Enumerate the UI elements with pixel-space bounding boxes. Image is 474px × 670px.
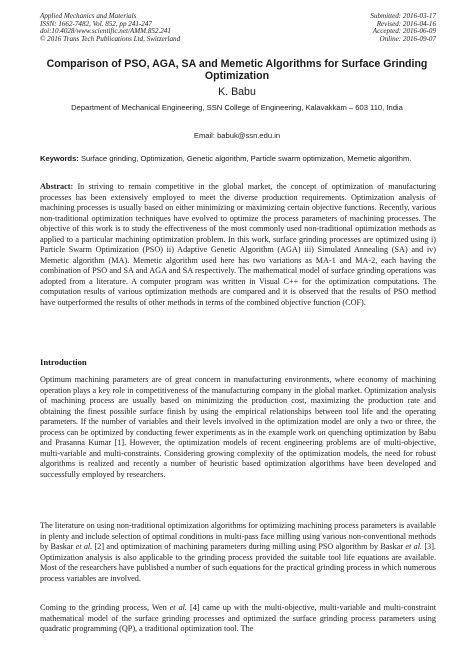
paragraph-text: [4] came up with the multi-objective, multi-variable and multi-constraint mathematical model of the surface grinding processes and optimized the surface grinding process parameters using quadratic programming (QP), a traditional optimization tool. The — [40, 603, 436, 634]
et-al-citation: et al. — [405, 542, 423, 552]
keywords-text: Surface grinding, Optimization, Genetic algorithm, Particle swarm optimization, Memetic algorithm. — [80, 154, 412, 163]
author-name: K. Babu — [218, 86, 256, 98]
paragraph-text: The literature on using non-traditional optimization algorithms for optimizing machining process parameters is available in plenty and include selection of optimal conditions in multi-pass face milling using various non-conventional methods by Baskar — [40, 521, 436, 552]
keywords-block — [40, 153, 436, 164]
paper-title: Comparison of PSO, AGA, SA and Memetic Algorithms for Surface Grinding Optimization — [46, 58, 428, 83]
et-al-citation: et al. — [169, 603, 187, 612]
paragraph-text: Coming to the grinding process, Wen — [40, 603, 170, 612]
journal-name: Applied Mechanics and Materials — [40, 12, 137, 20]
abstract-text: In striving to remain competitive in the global market, the concept of optimization of manufacturing processes has been extensively employed to meet the diverse production requirements. Optimization analysis of machining processes is usually based on either minimizing or maximizing certain objective functions. Recently, various non-traditional optimization techniques have evolved to optimize the process parameters of machining processes. The objective of this work is to study the effectiveness of the most commonly used non-traditional optimization methods as applied to a particular machining optimization problem. In this work, surface grinding processes are optimized using i) Particle Swarm Optimization (PSO) ii) Adaptive Genetic Algorithm (AGA) iii) Simulated Annealing (SA) and iv) Memetic algorithm (MA). Memetic algorithm used here has two variations as MA-1 and MA-2, each having the combination of PSO and SA and AGA and SA respectively. The mathematical model of surface grinding operations was adopted from a literature. A computer program was written in Visual C++ for the optimization computations. The computation results of various optimization methods are compared and it is observed that the results of PSO method have outperformed the results of other methods in terms of the combined objective function (COF). — [40, 182, 437, 308]
journal-info — [40, 13, 180, 44]
paragraph-text: [3]. Optimization analysis is also applicable to the grinding process provided the suitable tool life equations are available. Most of the researchers have published a number of such equations for the practical grinding process in which numerous process variables are involved. — [40, 542, 436, 583]
journal-copyright: © 2016 Trans Tech Publications Ltd, Switzerland — [40, 35, 181, 44]
author-email: Email: babuk@ssn.edu.in — [193, 131, 281, 140]
abstract-label: Abstract: — [40, 182, 74, 191]
date-revised: Revised: 2016-04-16 — [376, 19, 436, 28]
keywords-label: Keywords: — [40, 154, 79, 163]
date-online: Online: 2016-09-07 — [379, 35, 436, 44]
introduction-heading: Introduction — [40, 357, 87, 367]
paragraph-text: [2] and optimization of machining parameters during milling using PSO algorithm by Baskar — [92, 542, 406, 552]
abstract-block — [40, 182, 436, 309]
paragraph-text: Optimum machining parameters are of great concern in manufacturing environments, where economy of machining operation plays a key role in competitiveness of the manufacturing company in the global market. Optimization analysis of machining process are usually based on minimizing the production cost, maximizing the production rate and obtaining the finest possible surface finish by using the empirical relationships between tool life and the operating parameters. If the number of variables and their levels involved in the optimization model are only a two or three, the process can be optimized by conducting fewer experiments as in the example work on quenching optimization by Babu and Prasanna Kumar [1]. However, the optimization models of recent engineering problems are of multi-objective, multi-variable and multi-constraints. Considering growing complexity of the optimization models, the need for robust algorithms is realized and recently a number of heuristic based optimization algorithms have been developed and successfully employed by researchers. — [40, 375, 436, 479]
introduction-paragraph-3 — [40, 603, 436, 635]
journal-issn: ISSN: 1662-7482, Vol. 852, pp 241-247 — [40, 19, 152, 28]
introduction-paragraph-2 — [40, 521, 436, 584]
author-affiliation: Department of Mechanical Engineering, SSN College of Engineering, Kalavakkam – 603 110, India — [71, 103, 403, 112]
et-al-citation: et al. — [75, 542, 93, 552]
introduction-paragraph-1 — [40, 375, 436, 480]
date-submitted: Submitted: 2016-03-17 — [370, 12, 436, 20]
submission-dates — [370, 13, 436, 44]
journal-doi: doi:10.4028/www.scientific.net/AMM.852.241 — [40, 27, 171, 36]
date-accepted: Accepted: 2016-06-09 — [372, 27, 436, 36]
